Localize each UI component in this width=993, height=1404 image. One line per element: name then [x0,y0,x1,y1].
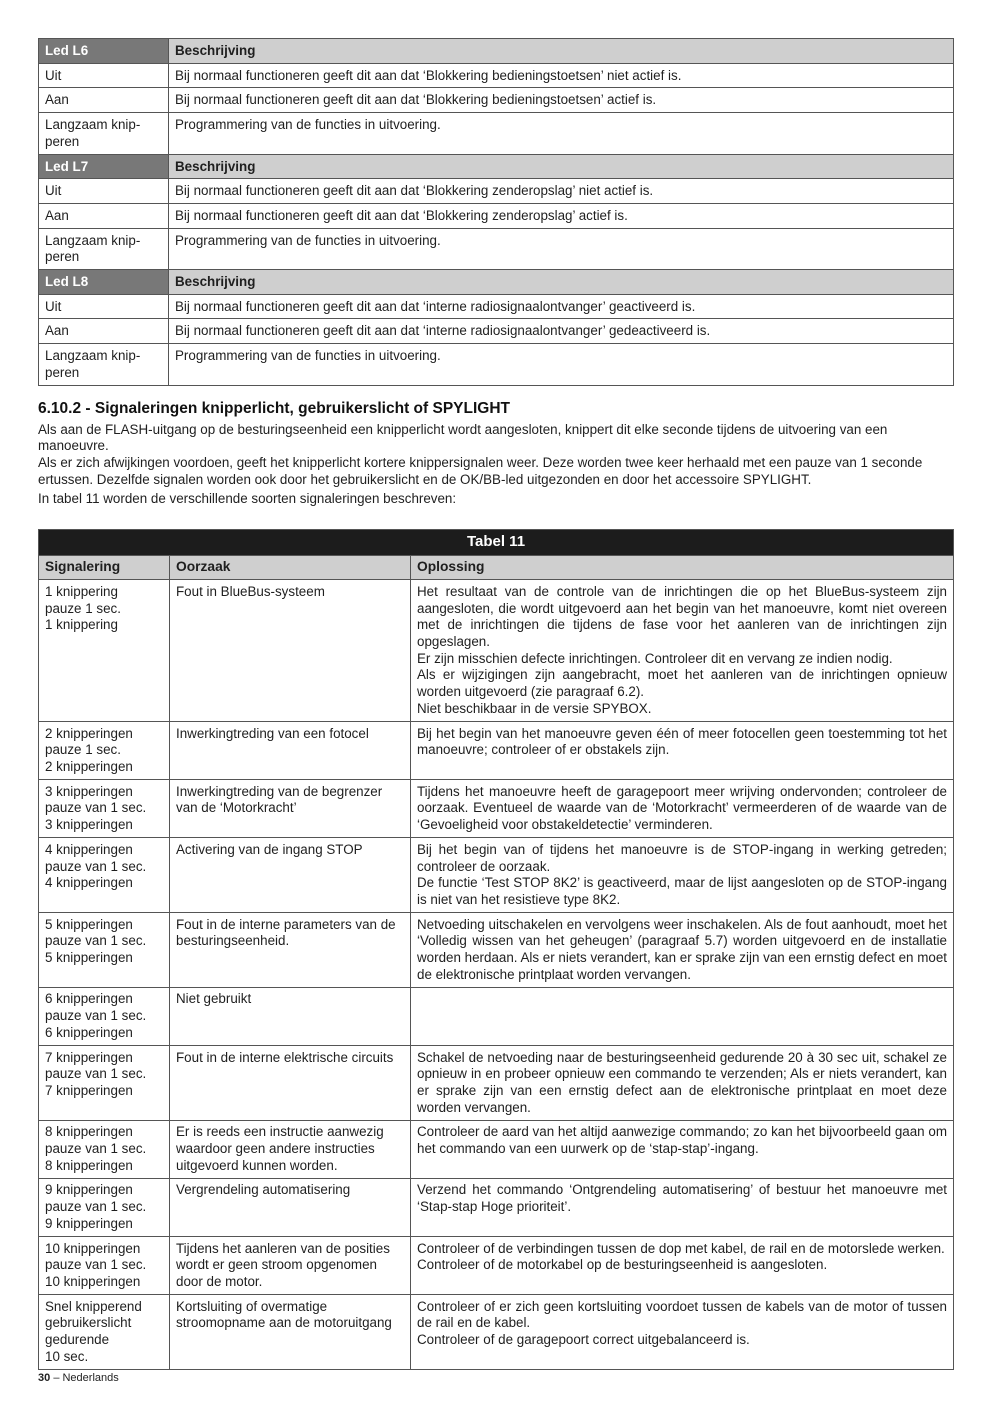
led-header-row [39,154,954,179]
led-description-header: Beschrijving [169,270,954,295]
oplossing-cell: Tijdens het manoeuvre heeft de garagepoort meer wrijving ondervonden; controleer de oorzaak. Eventueel de waarde van de ‘Motorkracht’ vermeerderen of de waarde van de ‘Gevoeligheid voor obstakeldetectie’ verminderen. [411,780,954,838]
table-row [39,1120,954,1178]
led-description-cell: Bij normaal functioneren geeft dit aan dat ‘Blokkering zenderopslag’ actief is. [169,203,954,228]
section-paragraph-1: Als aan de FLASH-uitgang op de besturingseenheid een knipperlicht wordt aangesloten, knippert dit elke seconde tijdens de uitvoering van een manoeuvre. [38,421,888,454]
led-description-header: Beschrijving [169,39,954,64]
led-description-cell: Programmering van de functies in uitvoering. [169,113,954,154]
led-name-header: Led L8 [39,270,169,295]
signalering-cell: 10 knipperingen pauze van 1 sec. 10 knipperingen [39,1237,170,1295]
table-row [39,344,954,385]
table-row [39,1178,954,1236]
oplossing-cell: Controleer of de verbindingen tussen de dop met kabel, de rail en de motorslede werken. Controleer of de motorkabel op de besturingseenheid is aangesloten. [411,1237,954,1295]
oorzaak-cell: Fout in de interne parameters van de besturingseenheid. [170,913,411,988]
section-paragraph-2: Als er zich afwijkingen voordoen, geeft het knipperlicht kortere knippersignalen weer. Deze worden twee keer herhaald met een pauze van 1 seconde ertussen. Dezelfde signalen worden ook door het gebruikerslicht en de OK/BB-led uitgezonden en door het accessoire SPYLIGHT. [38,454,923,487]
oorzaak-cell: Er is reeds een instructie aanwezig waardoor geen andere instructies uitgevoerd kunnen worden. [170,1120,411,1178]
table-row [39,179,954,204]
signalering-cell: 4 knipperingen pauze van 1 sec. 4 knipperingen [39,838,170,913]
table-row [39,1295,954,1370]
signalering-cell: 7 knipperingen pauze van 1 sec. 7 knipperingen [39,1046,170,1121]
table-row [39,987,954,1045]
led-description-cell: Programmering van de functies in uitvoering. [169,228,954,269]
led-state-cell: Uit [39,179,169,204]
led-header-row [39,39,954,64]
led-table-body [39,39,954,386]
led-state-cell: Aan [39,88,169,113]
led-state-cell: Langzaam knip- peren [39,344,169,385]
table-row [39,722,954,780]
oorzaak-cell: Tijdens het aanleren van de posities wordt er geen stroom opgenomen door de motor. [170,1237,411,1295]
footer-language: – Nederlands [53,1372,119,1384]
column-header-oplossing: Oplossing [411,555,954,580]
oorzaak-cell: Vergrendeling automatisering [170,1178,411,1236]
signalering-cell: 5 knipperingen pauze van 1 sec. 5 knipperingen [39,913,170,988]
led-description-cell: Programmering van de functies in uitvoering. [169,344,954,385]
oorzaak-cell: Inwerkingtreding van de begrenzer van de ‘Motorkracht’ [170,780,411,838]
oplossing-cell: Het resultaat van de controle van de inrichtingen die op het BlueBus-systeem zijn aangesloten, die wordt uitgevoerd aan het begin van het manoeuvre, komt niet overeen met de inrichtingen die tijdens de fase voor het aanleren van de inrichtingen zijn opgeslagen. Er zijn misschien defecte inrichtingen. Controleer dit en vervang ze indien nodig. Als er wijzigingen zijn aangebracht, moet het aanleren van de inrichtingen opnieuw worden uitgevoerd (zie paragraaf 6.2). Niet beschikbaar in de versie SPYBOX. [411,580,954,722]
section-title: 6.10.2 - Signaleringen knipperlicht, gebruikerslicht of SPYLIGHT [38,399,510,417]
page-number: 30 [38,1372,51,1384]
table-row [39,1237,954,1295]
table-11-title-row [39,530,954,556]
table-row [39,319,954,344]
led-name-header: Led L7 [39,154,169,179]
signalering-cell: 9 knipperingen pauze van 1 sec. 9 knipperingen [39,1178,170,1236]
oplossing-cell: Verzend het commando ‘Ontgrendeling automatisering’ of bestuur het manoeuvre met ‘Stap-stap Hoge prioriteit’. [411,1178,954,1236]
oorzaak-cell: Inwerkingtreding van een fotocel [170,722,411,780]
oplossing-cell: Bij het begin van het manoeuvre geven één of meer fotocellen geen toestemming tot het manoeuvre; controleer of er obstakels zijn. [411,722,954,780]
led-state-cell: Langzaam knip- peren [39,113,169,154]
page [38,38,954,1370]
oplossing-cell [411,987,954,1045]
oplossing-cell: Schakel de netvoeding naar de besturingseenheid gedurende 20 à 30 sec uit, schakel ze opnieuw in en probeer opnieuw een commando te verzenden; Als er niets verandert, kan er sprake zijn van een ernstig defect aan de elektronische printplaat en moet deze worden vervangen. [411,1046,954,1121]
oplossing-cell: Controleer de aard van het altijd aanwezige commando; zo kan het bijvoorbeeld gaan om het commando van een uurwerk op de ‘stap-stap’-ingang. [411,1120,954,1178]
oplossing-cell: Controleer of er zich geen kortsluiting voordoet tussen de kabels van de motor of tussen de rail en de kabel. Controleer of de garagepoort correct uitgebalanceerd is. [411,1295,954,1370]
led-name-header: Led L6 [39,39,169,64]
table-11-header-row [39,555,954,580]
oorzaak-cell: Kortsluiting of overmatige stroomopname aan de motoruitgang [170,1295,411,1370]
signalering-cell: 3 knipperingen pauze van 1 sec. 3 knipperingen [39,780,170,838]
table-11-title: Tabel 11 [39,530,954,556]
table-row [39,1046,954,1121]
signalering-cell: 8 knipperingen pauze van 1 sec. 8 knipperingen [39,1120,170,1178]
table-row [39,63,954,88]
oorzaak-cell: Niet gebruikt [170,987,411,1045]
signalering-cell: Snel knipperend gebruikerslicht gedurende 10 sec. [39,1295,170,1370]
table-row [39,838,954,913]
oplossing-cell: Netvoeding uitschakelen en vervolgens weer inschakelen. Als de fout aanhoudt, moet het ‘Volledig wissen van het geheugen’ (paragraaf 5.7) worden uitgevoerd en de installatie worden herdaan. Als er niets verandert, kan er sprake zijn van een ernstig defect en moet de elektronische printplaat worden vervangen. [411,913,954,988]
led-header-row [39,270,954,295]
table-11-body [39,530,954,1370]
led-state-cell: Uit [39,63,169,88]
section-paragraph-3: In tabel 11 worden de verschillende soorten signaleringen beschreven: [38,491,457,507]
led-description-cell: Bij normaal functioneren geeft dit aan dat ‘interne radiosignaalontvanger’ gedeactiveerd is. [169,319,954,344]
table-row [39,294,954,319]
table-row [39,228,954,269]
column-header-oorzaak: Oorzaak [170,555,411,580]
led-state-cell: Aan [39,319,169,344]
led-description-cell: Bij normaal functioneren geeft dit aan dat ‘interne radiosignaalontvanger’ geactiveerd is. [169,294,954,319]
oorzaak-cell: Fout in de interne elektrische circuits [170,1046,411,1121]
led-description-cell: Bij normaal functioneren geeft dit aan dat ‘Blokkering zenderopslag’ niet actief is. [169,179,954,204]
table-row [39,113,954,154]
led-state-cell: Langzaam knip- peren [39,228,169,269]
led-description-cell: Bij normaal functioneren geeft dit aan dat ‘Blokkering bedieningstoetsen’ niet actief is. [169,63,954,88]
table-row [39,580,954,722]
signalering-cell: 1 knippering pauze 1 sec. 1 knippering [39,580,170,722]
table-row [39,203,954,228]
table-11 [38,529,954,1370]
table-row [39,913,954,988]
signalering-cell: 2 knipperingen pauze 1 sec. 2 knipperingen [39,722,170,780]
led-description-cell: Bij normaal functioneren geeft dit aan dat ‘Blokkering bedieningstoetsen’ actief is. [169,88,954,113]
oorzaak-cell: Fout in BlueBus-systeem [170,580,411,722]
oplossing-cell: Bij het begin van of tijdens het manoeuvre is de STOP-ingang in werking getreden; controleer de oorzaak. De functie ‘Test STOP 8K2’ is geactiveerd, maar de lijst aangesloten op de STOP-ingang is niet van het resistieve type 8K2. [411,838,954,913]
column-header-signalering: Signalering [39,555,170,580]
led-description-header: Beschrijving [169,154,954,179]
page-footer [38,1372,119,1384]
led-state-cell: Aan [39,203,169,228]
led-table [38,38,954,386]
table-row [39,88,954,113]
signalering-cell: 6 knipperingen pauze van 1 sec. 6 knipperingen [39,987,170,1045]
oorzaak-cell: Activering van de ingang STOP [170,838,411,913]
table-row [39,780,954,838]
led-state-cell: Uit [39,294,169,319]
